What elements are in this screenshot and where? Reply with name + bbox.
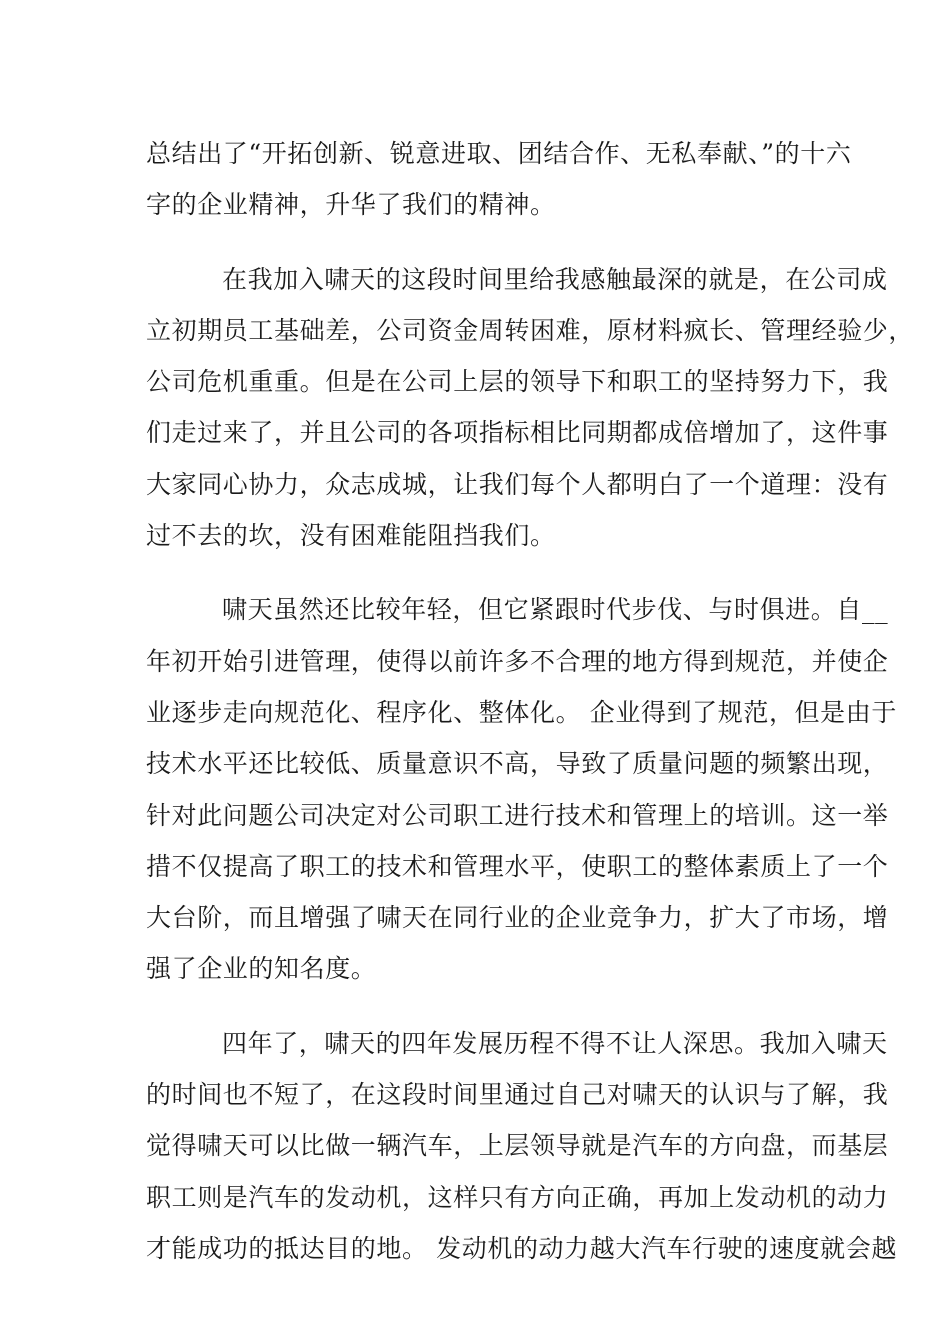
- paragraph-2: [146, 254, 915, 562]
- paragraph-spacer: [146, 561, 806, 584]
- text-line: 强了企业的知名度。: [146, 954, 377, 984]
- text-line: 立初期员工基础差，公司资金周转困难，原材料疯长、管理经验少，: [146, 315, 915, 345]
- text-line: 公司危机重重。但是在公司上层的领导下和职工的坚持努力下，我: [146, 367, 889, 397]
- text-line: 大家同心协力，众志成城，让我们每个人都明白了一个道理：没有: [146, 469, 889, 499]
- text-line: 年初开始引进管理，使得以前许多不合理的地方得到规范，并使企: [146, 646, 889, 676]
- document-body: [146, 128, 915, 1274]
- text-line: 在我加入啸天的这段时间里给我感触最深的就是，在公司成: [222, 264, 888, 294]
- text-line: 业逐步走向规范化、程序化、整体化。 企业得到了规范，但是由于: [146, 697, 897, 727]
- text-line: 职工则是汽车的发动机，这样只有方向正确，再加上发动机的动力: [146, 1182, 889, 1212]
- text-line: 技术水平还比较低、质量意识不高，导致了质量问题的频繁出现，: [146, 749, 889, 779]
- text-line: 的时间也不短了，在这段时间里通过自己对啸天的认识与了解，我: [146, 1080, 889, 1110]
- text-line: 大台阶，而且增强了啸天在同行业的企业竞争力，扩大了市场，增: [146, 903, 889, 933]
- text-line: 才能成功的抵达目的地。 发动机的动力越大汽车行驶的速度就会越: [146, 1233, 897, 1263]
- text-line: 过不去的坎，没有困难能阻挡我们。: [146, 521, 556, 551]
- text-line: 字的企业精神，升华了我们的精神。: [146, 190, 556, 220]
- text-line: 措不仅提高了职工的技术和管理水平，使职工的整体素质上了一个: [146, 851, 889, 881]
- text-line: 四年了，啸天的四年发展历程不得不让人深思。我加入啸天: [222, 1028, 888, 1058]
- paragraph-1: [146, 128, 852, 231]
- paragraph-4: [146, 1018, 897, 1274]
- paragraph-spacer: [146, 231, 806, 254]
- text-line: 们走过来了，并且公司的各项指标相比同期都成倍增加了，这件事: [146, 418, 889, 448]
- text-line: 总结出了“开拓创新、锐意进取、团结合作、无私奉献、”的十六: [146, 139, 852, 168]
- paragraph-3: [146, 584, 897, 994]
- text-line: 觉得啸天可以比做一辆汽车，上层领导就是汽车的方向盘，而基层: [146, 1131, 889, 1161]
- paragraph-spacer: [146, 995, 806, 1018]
- text-line: 针对此问题公司决定对公司职工进行技术和管理上的培训。这一举: [146, 800, 889, 830]
- text-line: 啸天虽然还比较年轻，但它紧跟时代步伐、与时俱进。自__: [222, 595, 889, 625]
